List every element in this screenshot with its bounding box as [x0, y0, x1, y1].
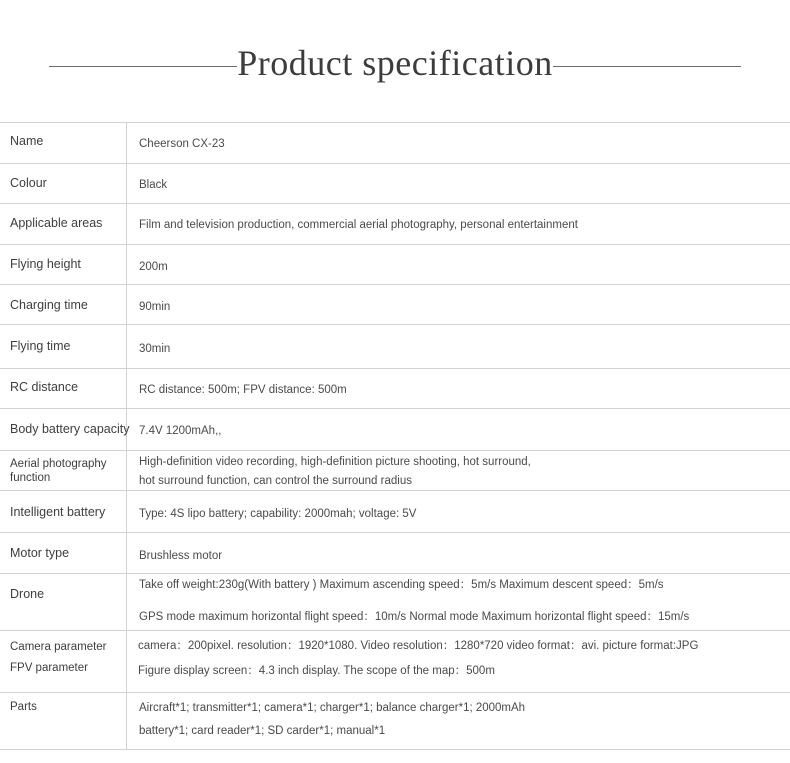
row-label: Motor type	[10, 546, 70, 560]
row-value: Type: 4S lipo battery; capability: 2000mah; voltage: 5V	[139, 508, 417, 520]
spec-row-parts	[0, 693, 790, 750]
row-label-cell	[0, 164, 127, 203]
spec-row-applicable-areas	[0, 204, 790, 245]
row-value: Cheerson CX-23	[139, 138, 225, 150]
spec-row-aerial-photography	[0, 451, 790, 491]
row-value: 90min	[139, 301, 171, 313]
row-label: Body battery capacity	[10, 422, 130, 436]
row-value-line: battery*1; card reader*1; SD carder*1; manual*1	[139, 725, 386, 737]
row-value: Film and television production, commercial aerial photography, personal entertainment	[139, 219, 578, 231]
row-label: Intelligent battery	[10, 505, 106, 519]
spec-row-rc-distance	[0, 369, 790, 409]
row-label-cell	[0, 123, 127, 163]
row-label-line: function	[10, 472, 51, 484]
row-value: RC distance: 500m; FPV distance: 500m	[139, 384, 347, 396]
row-value-line: GPS mode maximum horizontal flight speed：10m/s Normal mode Maximum horizontal flight speed：15m/s	[139, 611, 690, 623]
row-label: Name	[10, 134, 44, 148]
row-value: 7.4V 1200mAh,,	[139, 425, 222, 437]
row-label: Applicable areas	[10, 216, 103, 230]
row-label: Flying height	[10, 257, 81, 271]
row-value-line: High-definition video recording, high-definition picture shooting, hot surround,	[139, 456, 531, 468]
spec-row-camera-fpv	[0, 631, 790, 693]
row-label-cell	[0, 533, 127, 573]
row-label-cell	[0, 574, 127, 630]
spec-row-intelligent-battery	[0, 491, 790, 533]
spec-row-motor-type	[0, 533, 790, 574]
spec-row-flying-height	[0, 245, 790, 285]
row-label-cell	[0, 491, 127, 532]
spec-header	[0, 38, 790, 94]
spec-row-drone	[0, 574, 790, 631]
row-value: Black	[139, 179, 168, 191]
row-label-cell	[0, 204, 127, 244]
page-title: Product specification	[237, 43, 553, 83]
spec-row-flying-time	[0, 325, 790, 369]
spec-row-colour	[0, 164, 790, 204]
row-value-line: hot surround function, can control the surround radius	[139, 475, 412, 487]
spec-table	[0, 122, 790, 737]
spec-row-charging-time	[0, 285, 790, 325]
row-label-cell	[0, 245, 127, 284]
row-value: Brushless motor	[139, 550, 223, 562]
row-label-cell	[0, 325, 127, 368]
row-label-line: Camera parameter	[10, 641, 107, 653]
row-label-cell	[0, 369, 127, 408]
row-value: 30min	[139, 343, 171, 355]
spec-row-body-battery	[0, 409, 790, 451]
spec-row-name	[0, 123, 790, 164]
row-label-cell	[0, 285, 127, 324]
row-value-line: Figure display screen：4.3 inch display. The scope of the map：500m	[138, 665, 495, 677]
row-label: Drone	[10, 587, 45, 601]
row-label-cell	[0, 631, 127, 692]
row-value-line: Take off weight:230g(With battery ) Maximum ascending speed：5m/s Maximum descent speed：5m/s	[139, 579, 664, 591]
row-label: Flying time	[10, 339, 71, 353]
row-label: RC distance	[10, 380, 79, 394]
row-label-line: Aerial photography	[10, 458, 107, 470]
header-rule-right	[553, 66, 741, 67]
row-label-cell	[0, 451, 127, 490]
row-label-cell	[0, 409, 130, 450]
row-label: Parts	[10, 701, 37, 713]
row-value: 200m	[139, 261, 168, 273]
header-rule-left	[49, 66, 237, 67]
row-value-line: camera：200pixel. resolution：1920*1080. Video resolution：1280*720 video format：avi. picture format:JPG	[138, 640, 699, 652]
row-label: Charging time	[10, 298, 88, 312]
row-label-cell	[0, 693, 127, 749]
row-value-line: Aircraft*1; transmitter*1; camera*1; charger*1; balance charger*1; 2000mAh	[139, 702, 526, 714]
row-label-line: FPV parameter	[10, 662, 88, 674]
row-label: Colour	[10, 176, 47, 190]
